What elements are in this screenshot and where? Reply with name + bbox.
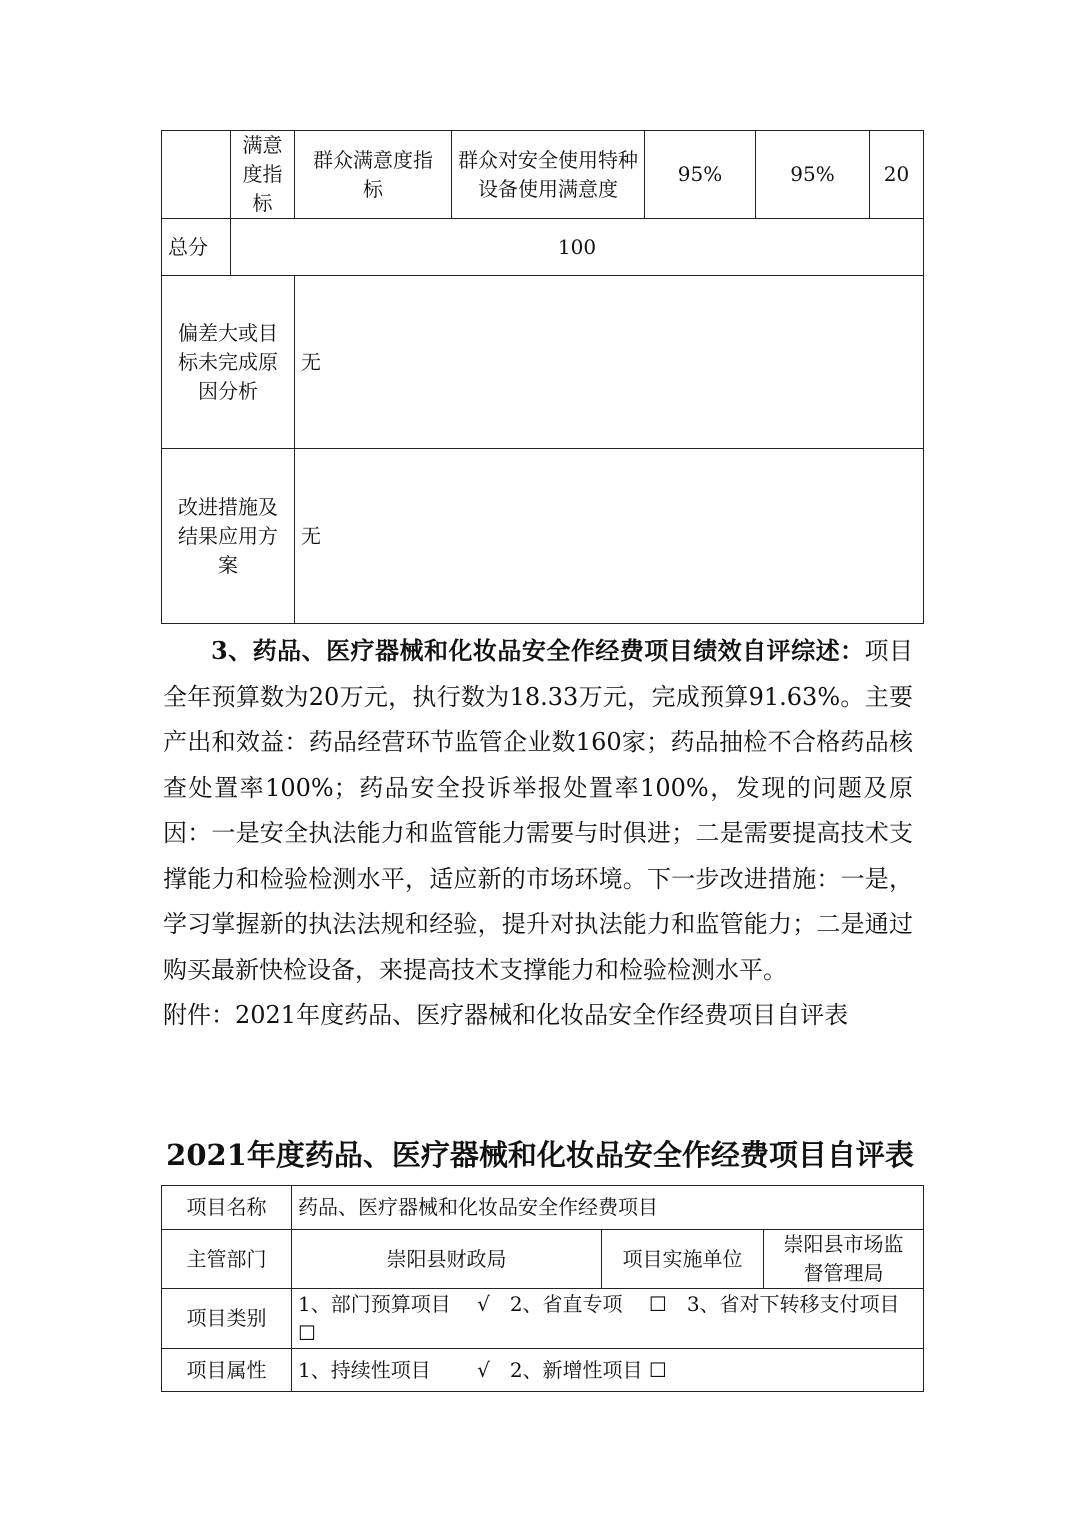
total-label: 总分 bbox=[162, 219, 231, 276]
project-name-value: 药品、医疗器械和化妆品安全作经费项目 bbox=[292, 1186, 924, 1230]
improvement-row bbox=[162, 449, 924, 624]
category-value: 1、部门预算项目 √ 2、省直专项 ☐ 3、省对下转移支付项目 ☐ bbox=[292, 1289, 924, 1349]
deviation-row bbox=[162, 276, 924, 449]
form-title: 2021年度药品、医疗器械和化妆品安全作经费项目自评表 bbox=[166, 1138, 914, 1172]
summary-heading: 3、药品、医疗器械和化妆品安全作经费项目绩效自评综述： bbox=[211, 636, 865, 665]
target-value: 95% bbox=[645, 131, 756, 219]
improvement-label: 改进措施及结果应用方案 bbox=[162, 449, 295, 624]
improvement-value: 无 bbox=[295, 449, 924, 624]
department-row bbox=[162, 1230, 924, 1289]
summary-body: 项目全年预算数为20万元，执行数为18.33万元，完成预算91.63%。主要产出和效益：药品经营环节监管企业数160家；药品抽检不合格药品核查处置率100%；药品安全投诉举报处置率100%，发现的问题及原因：一是安全执法能力和监管能力需要与时俱进；二是需要提高技术支撑能力和检验检测水平，适应新的市场环境。下一步改进措施：一是，学习掌握新的执法法规和经验，提升对执法能力和监管能力；二是通过购买最新快检设备，来提高技术支撑能力和检验检测水平。 bbox=[163, 637, 914, 984]
attribute-label: 项目属性 bbox=[162, 1349, 292, 1392]
project-form-table bbox=[161, 1185, 924, 1392]
empty-cell bbox=[162, 131, 231, 219]
dept-value: 崇阳县财政局 bbox=[292, 1230, 602, 1289]
total-value: 100 bbox=[231, 219, 924, 276]
deviation-label: 偏差大或目标未完成原因分析 bbox=[162, 276, 295, 449]
performance-table bbox=[161, 130, 924, 624]
satisfaction-row bbox=[162, 131, 924, 219]
summary-section bbox=[163, 628, 913, 1039]
attachment-line: 附件：2021年度药品、医疗器械和化妆品安全作经费项目自评表 bbox=[163, 1001, 849, 1029]
indicator-name: 群众满意度指标 bbox=[295, 131, 452, 219]
unit-label: 项目实施单位 bbox=[602, 1230, 764, 1289]
project-name-label: 项目名称 bbox=[162, 1186, 292, 1230]
actual-value: 95% bbox=[756, 131, 870, 219]
unit-value: 崇阳县市场监督管理局 bbox=[764, 1230, 924, 1289]
summary-paragraph bbox=[163, 628, 913, 993]
total-row bbox=[162, 219, 924, 276]
category-label: 项目类别 bbox=[162, 1289, 292, 1349]
indicator-description: 群众对安全使用特种设备使用满意度 bbox=[452, 131, 645, 219]
project-name-row bbox=[162, 1186, 924, 1230]
attribute-row bbox=[162, 1349, 924, 1392]
dept-label: 主管部门 bbox=[162, 1230, 292, 1289]
category-row bbox=[162, 1289, 924, 1349]
attribute-value: 1、持续性项目 √ 2、新增性项目 ☐ bbox=[292, 1349, 924, 1392]
score-value: 20 bbox=[870, 131, 924, 219]
deviation-value: 无 bbox=[295, 276, 924, 449]
indicator-category: 满意度指标 bbox=[231, 131, 295, 219]
